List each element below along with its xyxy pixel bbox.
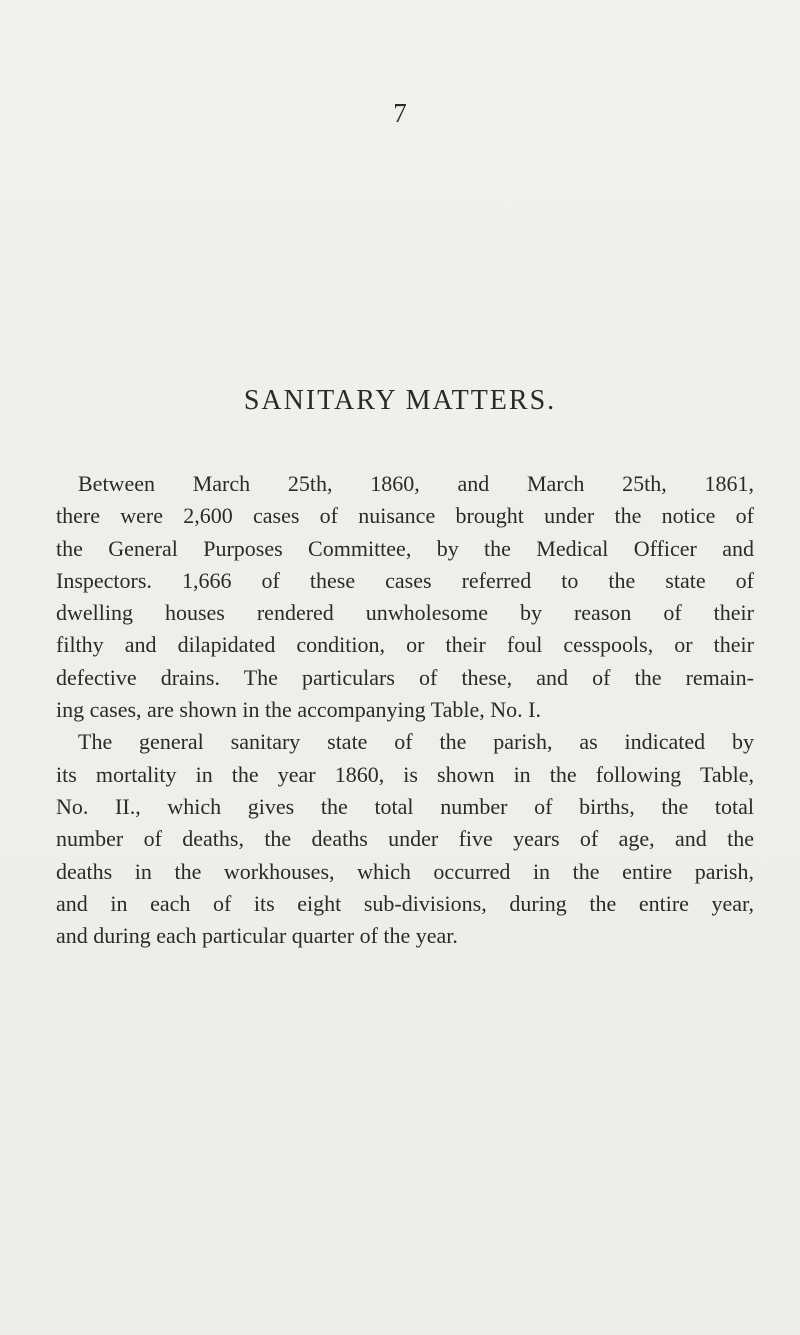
text-line: and during each particular quarter of the year. <box>56 923 458 949</box>
text-line: its mortality in the year 1860, is shown in the following Table, <box>56 761 754 787</box>
text-line: Between March 25th, 1860, and March 25th, 1861, <box>78 471 754 496</box>
paragraph-2 <box>56 726 754 952</box>
body-text <box>56 468 754 952</box>
text-line: defective drains. The particulars of these, and of the remain- <box>56 664 754 690</box>
text-line: and in each of its eight sub-divisions, during the entire year, <box>56 890 754 916</box>
text-line: The general sanitary state of the parish, as indicated by <box>78 729 754 755</box>
text-line: there were 2,600 cases of nuisance brought under the notice of <box>56 503 754 529</box>
text-line: number of deaths, the deaths under five years of age, and the <box>56 826 754 852</box>
text-line: ing cases, are shown in the accompanying Table, No. I. <box>56 697 541 723</box>
text-line: the General Purposes Committee, by the Medical Officer and <box>56 535 754 561</box>
page-number: 7 <box>393 98 407 128</box>
text-line: Inspectors. 1,666 of these cases referred to the state of <box>56 567 754 593</box>
text-line: deaths in the workhouses, which occurred in the entire parish, <box>56 858 754 884</box>
section-heading: SANITARY MATTERS. <box>243 385 557 416</box>
text-line: filthy and dilapidated condition, or their foul cesspools, or their <box>56 632 754 658</box>
text-line: No. II., which gives the total number of births, the total <box>56 793 754 819</box>
paragraph-1 <box>56 468 754 726</box>
text-line: dwelling houses rendered unwholesome by reason of their <box>56 600 754 626</box>
